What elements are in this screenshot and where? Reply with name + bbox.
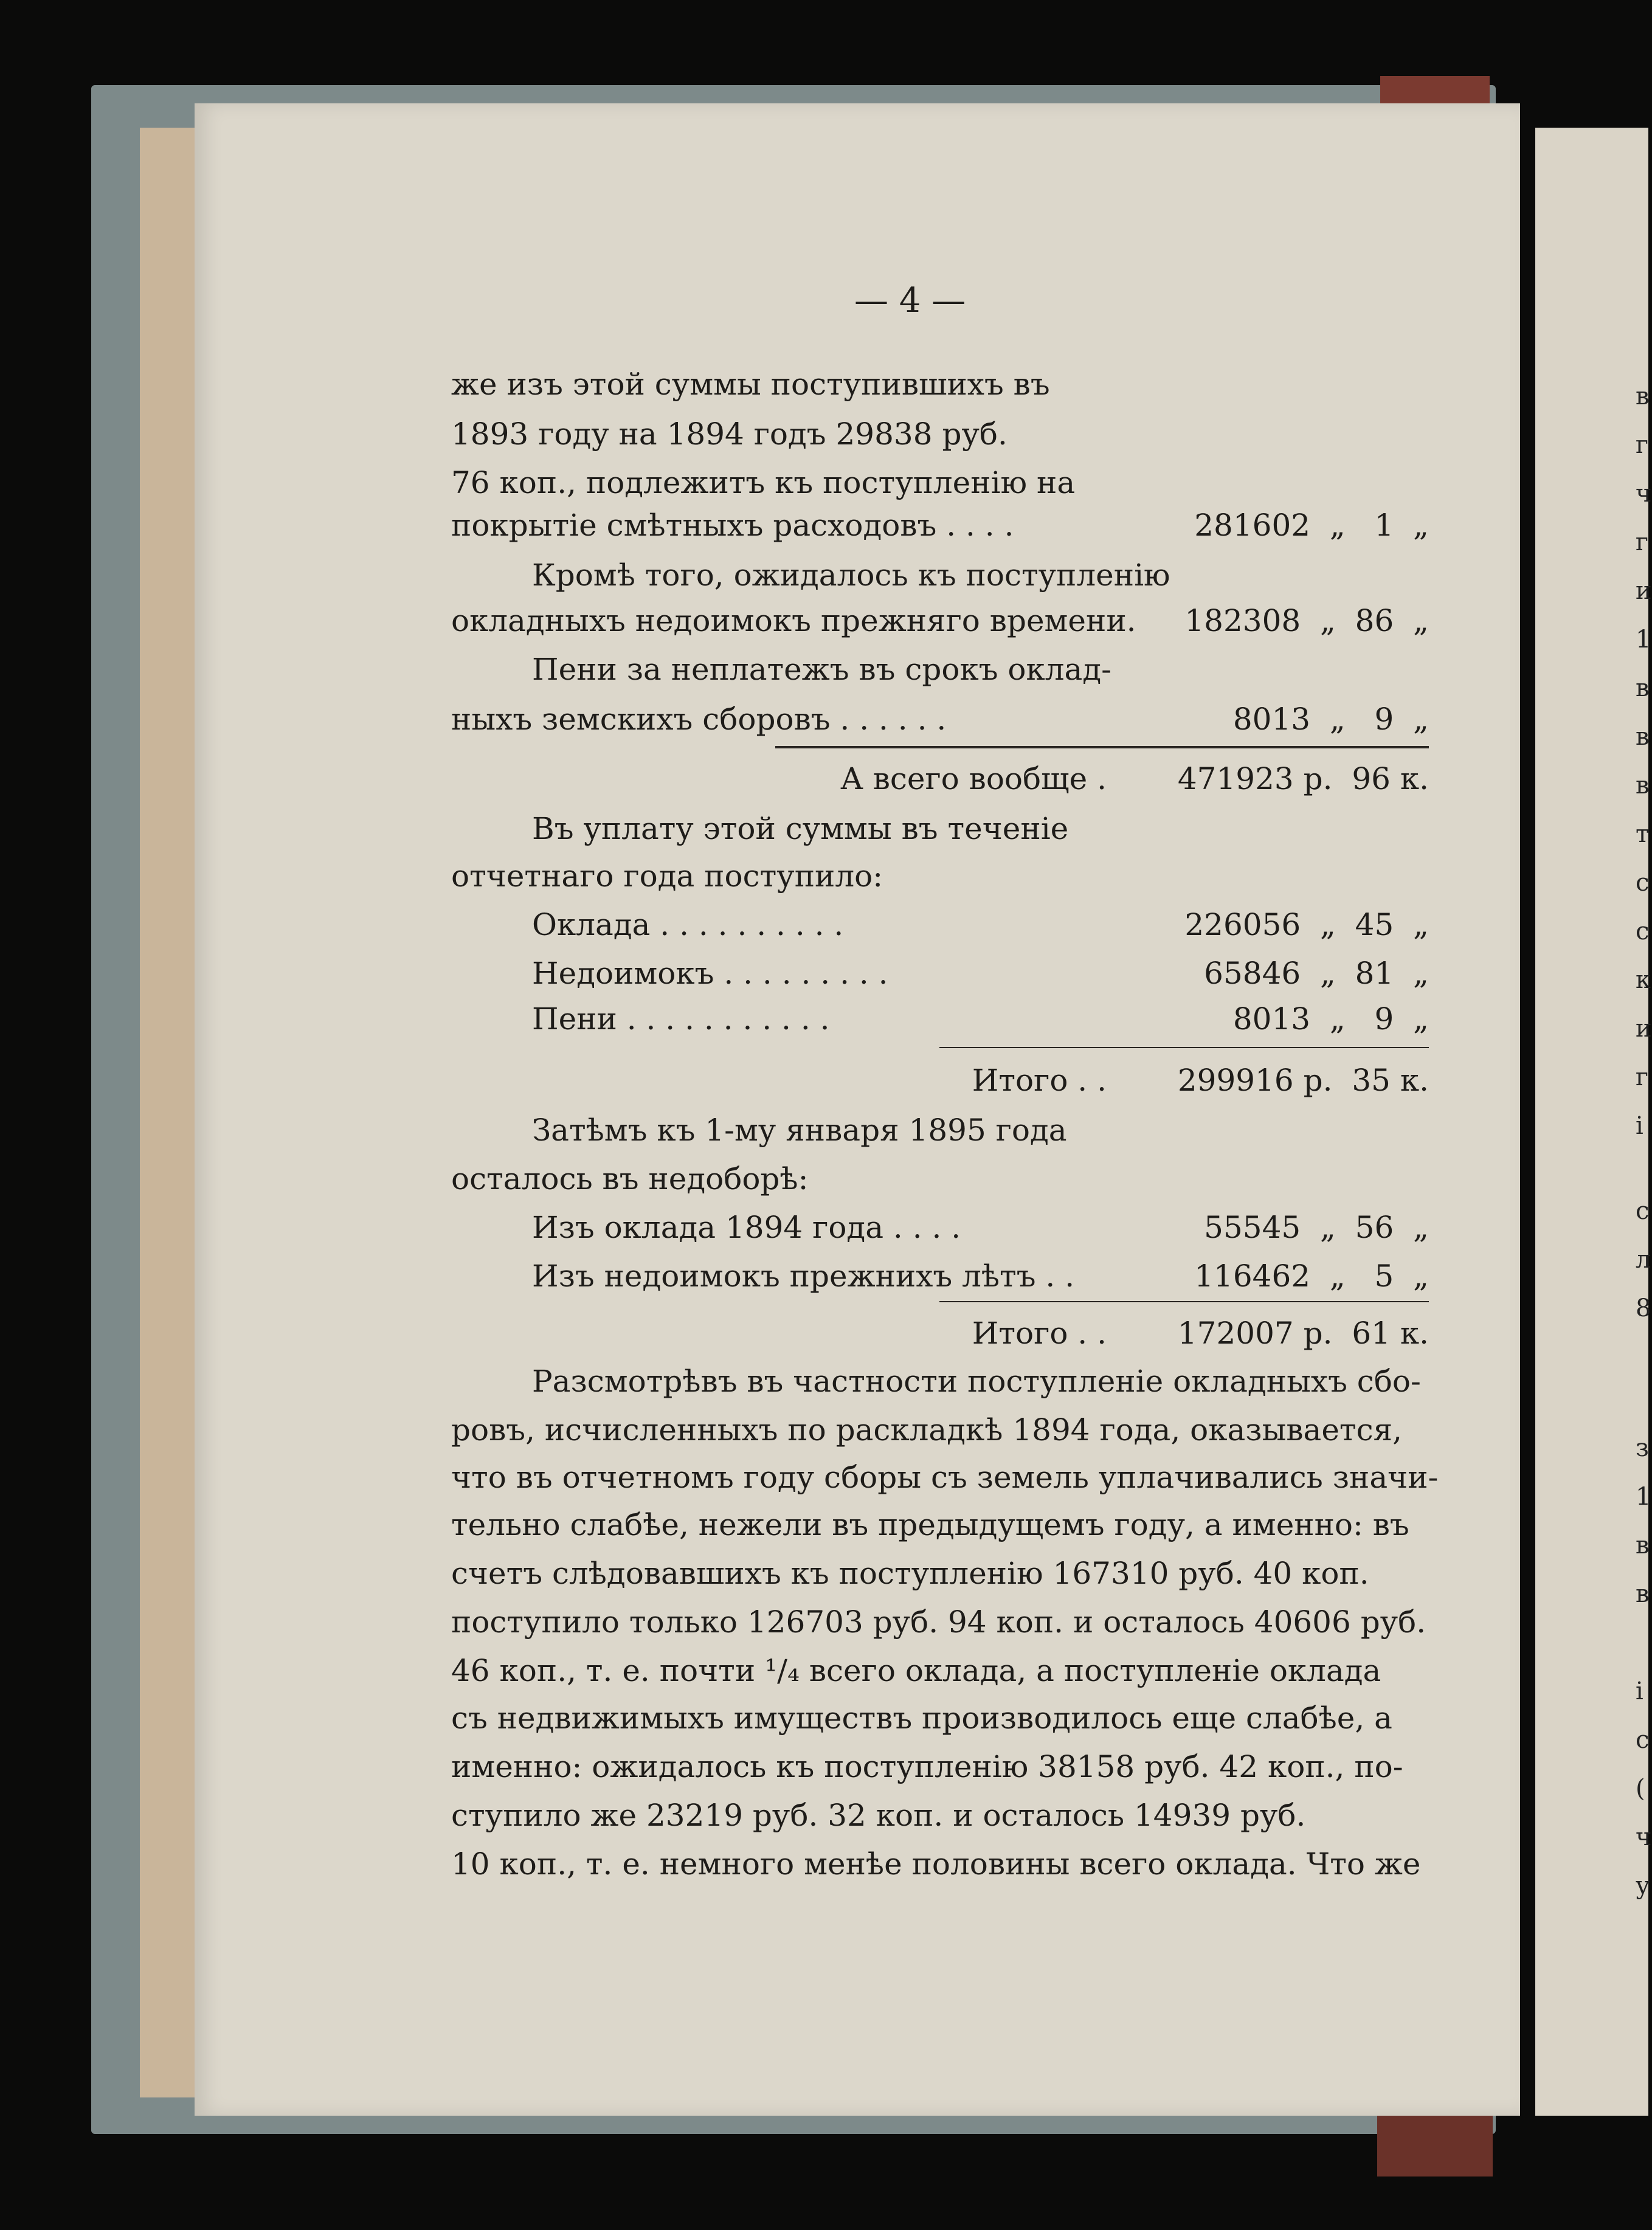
item-label: Изъ оклада 1894 года . . . . xyxy=(532,1210,961,1245)
total-amount: 299916 р. 35 к. xyxy=(1177,1063,1429,1098)
sum-rule xyxy=(775,746,1429,748)
text-line: покрытіе смѣтныхъ расходовъ . . . . xyxy=(451,508,1014,543)
total-label: Итого . . xyxy=(972,1063,1107,1098)
paragraph-line: именно: ожидалось къ поступленію 38158 руб. 42 коп., по- xyxy=(451,1749,1403,1784)
text-line: Пени за неплатежъ въ срокъ оклад- xyxy=(532,652,1112,687)
margin-letter: в xyxy=(1636,1580,1650,1608)
item-label: Пени . . . . . . . . . . . xyxy=(532,1001,830,1037)
item-amount: 8013 „ 9 „ xyxy=(1232,1001,1429,1037)
text-line: осталось въ недоборѣ: xyxy=(451,1161,809,1196)
margin-letter: с xyxy=(1636,1726,1650,1754)
text-line: ныхъ земскихъ сборовъ . . . . . . xyxy=(451,702,947,737)
margin-letter: в xyxy=(1636,674,1650,702)
text-line: Въ уплату этой суммы въ теченіе xyxy=(532,811,1069,846)
text-line: отчетнаго года поступило: xyxy=(451,858,883,894)
margin-letter: ч xyxy=(1636,1823,1652,1851)
margin-letter: с xyxy=(1636,1197,1650,1225)
margin-letter: с xyxy=(1636,869,1650,897)
facing-page-edge xyxy=(1535,128,1648,2116)
margin-letter: т xyxy=(1636,820,1650,848)
sum-rule xyxy=(939,1301,1429,1302)
paragraph-line: счетъ слѣдовавшихъ къ поступленію 167310 руб. 40 коп. xyxy=(451,1556,1369,1591)
margin-letter: ( xyxy=(1636,1775,1645,1803)
paragraph-line: тельно слабѣе, нежели въ предыдущемъ году, а именно: въ xyxy=(451,1507,1409,1542)
text-line: 1893 году на 1894 годъ 29838 руб. xyxy=(451,416,1007,452)
margin-letter: і xyxy=(1636,1112,1643,1140)
amount-value: 8013 „ 9 „ xyxy=(1232,702,1429,737)
margin-letter: в xyxy=(1636,723,1650,751)
paragraph-line: что въ отчетномъ году сборы съ земель уплачивались значи- xyxy=(451,1460,1439,1495)
margin-letter: с xyxy=(1636,917,1650,945)
text-line: Затѣмъ къ 1-му января 1895 года xyxy=(532,1113,1067,1148)
margin-letter: ч xyxy=(1636,480,1652,508)
total-label: Итого . . xyxy=(972,1316,1107,1351)
paragraph-line: ступило же 23219 руб. 32 коп. и осталось 14939 руб. xyxy=(451,1798,1306,1833)
item-amount: 226056 „ 45 „ xyxy=(1184,907,1429,942)
amount-value: 182308 „ 86 „ xyxy=(1184,603,1429,638)
sum-rule xyxy=(939,1047,1429,1048)
item-label: Недоимокъ . . . . . . . . . xyxy=(532,956,888,991)
margin-letter: г xyxy=(1636,431,1648,459)
item-label: Оклада . . . . . . . . . . xyxy=(532,907,844,942)
margin-letter: 1 xyxy=(1636,1483,1651,1511)
margin-letter: 1 xyxy=(1636,626,1651,654)
margin-letter: з xyxy=(1636,1434,1649,1462)
margin-letter: и xyxy=(1636,1015,1652,1043)
text-line: 76 коп., подлежитъ къ поступленію на xyxy=(451,465,1076,500)
margin-letter: к xyxy=(1636,966,1651,994)
margin-letter: в xyxy=(1636,382,1650,410)
paragraph-line: 46 коп., т. е. почти ¹/₄ всего оклада, а поступленіе оклада xyxy=(451,1653,1381,1688)
amount-value: 281602 „ 1 „ xyxy=(1194,508,1429,543)
paragraph-line: поступило только 126703 руб. 94 коп. и осталось 40606 руб. xyxy=(451,1604,1426,1640)
item-label: Изъ недоимокъ прежнихъ лѣтъ . . xyxy=(532,1258,1075,1294)
text-line: окладныхъ недоимокъ прежняго времени. xyxy=(451,603,1136,638)
margin-letter: в xyxy=(1636,772,1650,799)
paragraph-line: 10 коп., т. е. немного менѣе половины всего оклада. Что же xyxy=(451,1846,1421,1882)
paragraph-line: Разсмотрѣвъ въ частности поступленіе окладныхъ сбо- xyxy=(532,1364,1421,1399)
margin-letter: 8 xyxy=(1636,1294,1651,1322)
margin-letter: г xyxy=(1636,528,1648,556)
total-amount: 172007 р. 61 к. xyxy=(1177,1316,1429,1351)
item-amount: 65846 „ 81 „ xyxy=(1204,956,1429,991)
margin-letter: г xyxy=(1636,1063,1648,1091)
total-amount: 471923 р. 96 к. xyxy=(1177,761,1429,796)
paragraph-line: ровъ, исчисленныхъ по раскладкѣ 1894 года, оказывается, xyxy=(451,1412,1403,1448)
margin-letter: л xyxy=(1636,1246,1651,1274)
margin-letter: и xyxy=(1636,577,1652,605)
item-amount: 116462 „ 5 „ xyxy=(1194,1258,1429,1294)
text-line: же изъ этой суммы поступившихъ въ xyxy=(451,367,1050,402)
text-line: Кромѣ того, ожидалось къ поступленію xyxy=(532,558,1170,593)
margin-letter: в xyxy=(1636,1531,1650,1559)
margin-letter: у xyxy=(1636,1872,1650,1900)
total-label: А всего вообще . xyxy=(840,761,1107,796)
item-amount: 55545 „ 56 „ xyxy=(1204,1210,1429,1245)
page-number: — 4 — xyxy=(854,281,966,320)
margin-letter: і xyxy=(1636,1677,1643,1705)
paragraph-line: съ недвижимыхъ имуществъ производилось еще слабѣе, а xyxy=(451,1700,1392,1736)
